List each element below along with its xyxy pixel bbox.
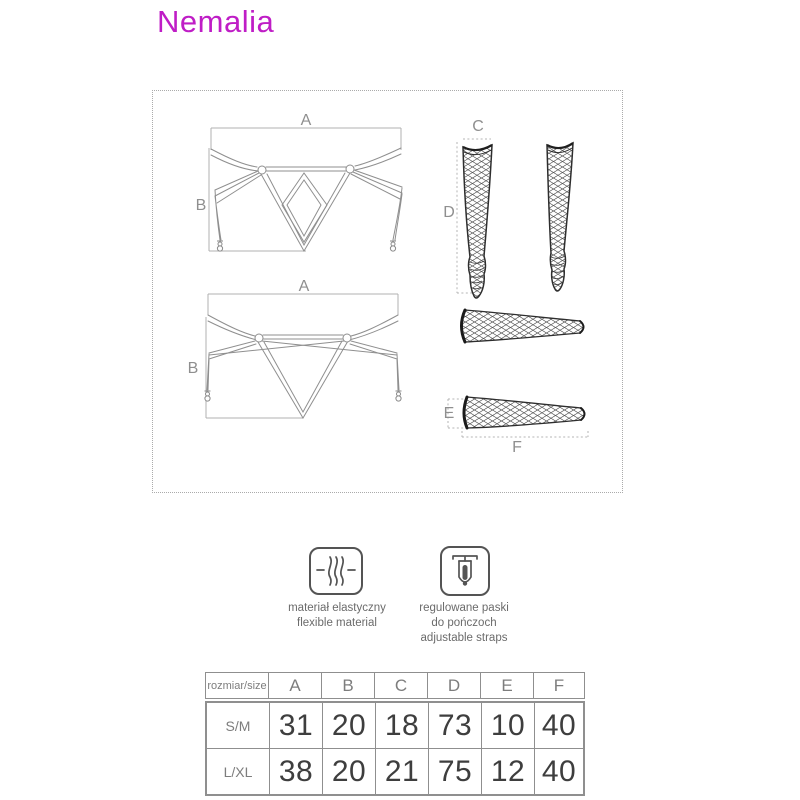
feature-caption-straps xyxy=(419,601,509,646)
size-table-header xyxy=(205,672,585,699)
value-cell: 21 xyxy=(375,749,428,794)
size-table-body xyxy=(205,701,585,796)
garter-belt-back-art xyxy=(207,315,399,418)
waistband-button xyxy=(258,166,266,174)
label-front-height: B xyxy=(195,197,207,214)
garter-back-diagram xyxy=(185,275,425,445)
garter-front-diagram xyxy=(190,112,440,267)
value-cell: 40 xyxy=(534,749,583,794)
value-cell: 38 xyxy=(269,749,322,794)
dimension-line-b xyxy=(206,317,303,418)
garter-clip xyxy=(390,241,396,251)
product-title: Nemalia xyxy=(157,4,275,39)
header-cell-d: D xyxy=(427,673,480,698)
value-cell: 18 xyxy=(375,703,428,748)
value-cell: 10 xyxy=(481,703,534,748)
elastic-material-icon xyxy=(309,547,363,595)
value-cell: 20 xyxy=(322,749,375,794)
dimension-bracket-a xyxy=(208,294,398,315)
waistband-button xyxy=(346,165,354,173)
garter-clip xyxy=(217,241,223,251)
adjustable-strap-icon xyxy=(440,546,490,596)
label-welt-height: E xyxy=(443,405,455,422)
header-cell-size: rozmiar/size xyxy=(207,679,267,692)
value-cell: 12 xyxy=(481,749,534,794)
value-cell: 20 xyxy=(322,703,375,748)
label-back-height: B xyxy=(187,360,199,377)
fishnet-stocking-right xyxy=(547,143,573,291)
value-cell: 40 xyxy=(534,703,583,748)
feature-caption-elastic xyxy=(288,601,386,631)
header-cell-a: A xyxy=(268,673,321,698)
label-foot-length: F xyxy=(512,439,522,456)
dimension-bracket-a xyxy=(211,128,401,150)
label-back-width: A xyxy=(298,278,310,295)
fishnet-stocking-bottom xyxy=(464,397,585,428)
garter-belt-front-art xyxy=(211,148,402,251)
caption-line: regulowane paski xyxy=(419,602,509,614)
fishnet-stocking-left xyxy=(463,145,492,298)
header-cell-b: B xyxy=(321,673,374,698)
fishnet-stocking-top xyxy=(462,310,584,342)
dimension-line-b xyxy=(209,148,306,251)
size-table xyxy=(205,672,585,796)
value-cell: 75 xyxy=(428,749,481,794)
label-stocking-top-width: C xyxy=(472,118,484,135)
table-row xyxy=(207,703,583,748)
caption-line: flexible material xyxy=(297,617,377,629)
garter-clip xyxy=(396,391,402,401)
header-cell-c: C xyxy=(374,673,427,698)
caption-line: adjustable straps xyxy=(420,632,508,644)
size-label: S/M xyxy=(225,717,251,734)
value-cell: 31 xyxy=(269,703,322,748)
table-row xyxy=(207,748,583,794)
waistband-button xyxy=(255,334,263,342)
size-label: L/XL xyxy=(223,763,253,780)
caption-line: materiał elastyczny xyxy=(288,602,386,614)
elastic-waves-glyph xyxy=(317,557,355,585)
stockings-vertical-diagram xyxy=(450,112,595,302)
label-stocking-length: D xyxy=(443,204,455,221)
value-cell: 73 xyxy=(428,703,481,748)
header-cell-f: F xyxy=(533,673,584,698)
label-front-width: A xyxy=(300,112,312,129)
caption-line: do pończoch xyxy=(431,617,497,629)
stockings-horizontal-diagram xyxy=(443,300,595,455)
header-cell-e: E xyxy=(480,673,533,698)
waistband-button xyxy=(343,334,351,342)
garter-clip xyxy=(205,391,211,401)
